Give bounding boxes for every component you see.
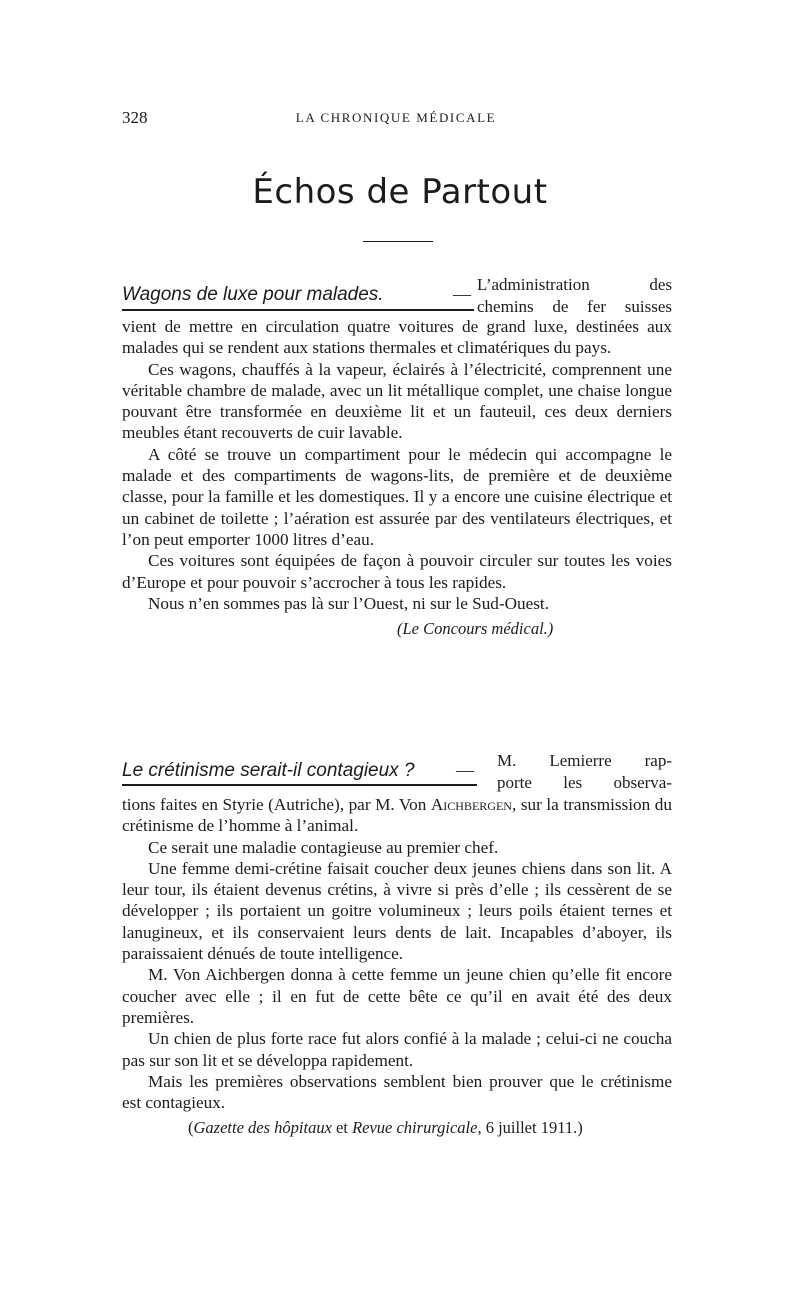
- lead-line: chemins de fer suisses: [477, 297, 672, 316]
- paragraph: M. Von Aichbergen donna à cette femme un jeune chien qu’elle fit encore coucher avec elle ; il en fut de cette bête ce qu’il en avait été des deux premières.: [122, 965, 672, 1027]
- paragraph: [122, 794, 672, 837]
- journal-title: LA CHRONIQUE MÉDICALE: [295, 110, 497, 125]
- paragraph: Ces wagons, chauffés à la vapeur, éclairés à l’électricité, comprennent une véritable chambre de malade, avec un lit métallique complet, une chaise longue pouvant être transformée en deuxième lit et un fauteuil, ces deux derniers meubles étant recouverts de cuir lavable.: [122, 359, 672, 443]
- lead-line: M. Lemierre rap-: [497, 751, 672, 770]
- source-date: , 6 juillet 1911.): [477, 1118, 583, 1138]
- lead-text: [497, 750, 672, 794]
- lead-text: [477, 274, 672, 318]
- paragraph-text: , sur la transmission du crétinisme de l’homme à l’animal.: [122, 795, 672, 836]
- paragraph: Nous n’en sommes pas là sur l’Ouest, ni sur le Sud-Ouest.: [148, 593, 549, 613]
- article-heading: Le crétinisme serait-il contagieux ?: [122, 760, 415, 781]
- heading-underline: [122, 784, 477, 786]
- source-conj: et: [331, 1118, 353, 1138]
- article-source: [122, 1116, 672, 1140]
- source-revue: Revue chirurgicale: [352, 1118, 478, 1138]
- paragraph: vient de mettre en circulation quatre voitures de grand luxe, destinées aux malades qui se rendent aux stations thermales et climatériques du pays.: [122, 317, 672, 358]
- running-head: [122, 108, 670, 132]
- article-heading: Wagons de luxe pour malades.: [122, 284, 384, 305]
- heading-dash: —: [453, 284, 471, 304]
- source-paren: (: [188, 1118, 194, 1138]
- paragraph: Ces voitures sont équipées de façon à pouvoir circuler sur toutes les voies d’Europe et pour pouvoir s’accrocher à tous les rapides.: [122, 551, 672, 592]
- heading-dash: —: [456, 760, 474, 780]
- source-gazette: Gazette des hôpitaux: [193, 1118, 332, 1138]
- section-title: Échos de Partout: [252, 172, 548, 212]
- paragraph: Mais les premières observations semblent bien prouver que le crétinisme est contagieux.: [122, 1071, 672, 1113]
- article-lead: [122, 746, 672, 794]
- author-name: Aichbergen: [430, 795, 512, 814]
- article-cretinisme: [122, 746, 672, 1140]
- page-number: 328: [122, 108, 148, 127]
- article-wagons: [122, 268, 672, 641]
- lead-line: porte les observa-: [497, 773, 672, 792]
- article-lead: [122, 268, 672, 316]
- paragraph-text: tions faites en Styrie (Autriche), par M. Von: [122, 795, 431, 814]
- paragraph: Un chien de plus forte race fut alors confié à la malade ; celui-ci ne coucha pas sur son lit et se développa rapidement.: [122, 1029, 672, 1070]
- title-rule: [363, 241, 433, 242]
- paragraph: Ce serait une maladie contagieuse au premier chef.: [148, 837, 499, 857]
- heading-underline: [122, 309, 474, 311]
- paragraph: A côté se trouve un compartiment pour le médecin qui accompagne le malade et des compartiments de wagons-lits, de première et de deuxième classe, pour la famille et les domestiques. Il y a encore une cuisine électrique et un cabinet de toilette ; l’aération est assurée par des ventilateurs électriques, et l’on peut emporter 1000 litres d’eau.: [122, 444, 672, 549]
- lead-line: L’administration des: [477, 275, 672, 294]
- paragraph: Une femme demi-crétine faisait coucher deux jeunes chiens dans son lit. A leur tour, ils étaient devenus crétins, à vivre si près d’elle ; ils cessèrent de se développer ; ils portaient un goitre volumineux ; leurs poils étaient ternes et lanugineux, et ils conservaient leurs dents de lait. Incapables d’aboyer, ils paraissaient dénués de toute intelligence.: [122, 858, 672, 964]
- article-source: (Le Concours médical.): [397, 619, 554, 639]
